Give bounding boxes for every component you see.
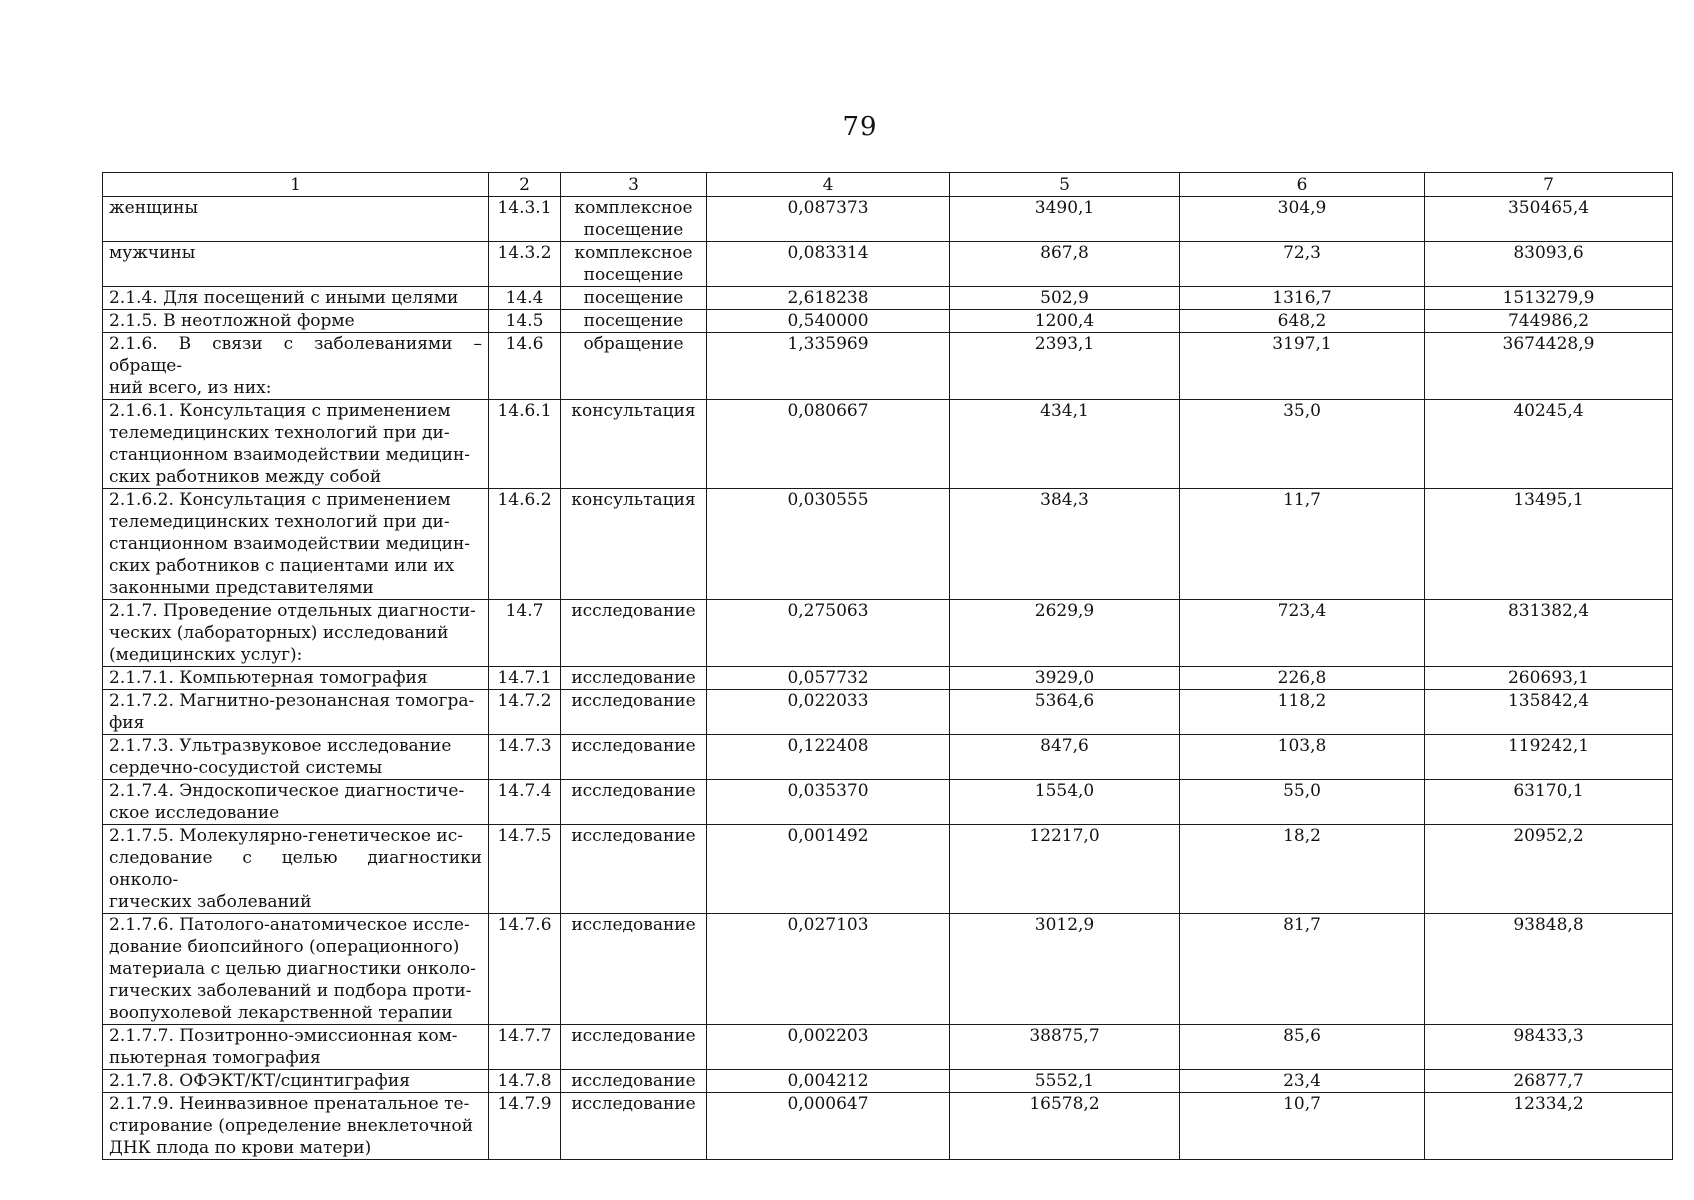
row-name-cell: 2.1.7.3. Ультразвуковое исследование сердечно-сосудистой системы — [103, 735, 489, 780]
row-value-col4: 0,022033 — [707, 690, 950, 735]
row-value-col7: 119242,1 — [1425, 735, 1673, 780]
row-name-cell: 2.1.7.2. Магнитно-резонансная томогра- фия — [103, 690, 489, 735]
row-value-col5: 38875,7 — [950, 1025, 1180, 1070]
row-code-cell: 14.5 — [489, 310, 561, 333]
row-unit-cell: исследование — [561, 667, 707, 690]
column-header-6: 6 — [1180, 173, 1425, 197]
row-value-col4: 0,122408 — [707, 735, 950, 780]
row-value-col6: 18,2 — [1180, 825, 1425, 914]
table-row — [103, 1070, 1673, 1093]
table-row — [103, 242, 1673, 287]
row-value-col6: 103,8 — [1180, 735, 1425, 780]
row-value-col6: 10,7 — [1180, 1093, 1425, 1160]
row-code-cell: 14.7.9 — [489, 1093, 561, 1160]
row-value-col4: 1,335969 — [707, 333, 950, 400]
row-value-col6: 11,7 — [1180, 489, 1425, 600]
row-value-col5: 5364,6 — [950, 690, 1180, 735]
column-header-2: 2 — [489, 173, 561, 197]
row-value-col5: 5552,1 — [950, 1070, 1180, 1093]
row-code-cell: 14.7.4 — [489, 780, 561, 825]
row-value-col6: 85,6 — [1180, 1025, 1425, 1070]
row-value-col7: 63170,1 — [1425, 780, 1673, 825]
table-row — [103, 1025, 1673, 1070]
row-value-col6: 55,0 — [1180, 780, 1425, 825]
row-name-cell: 2.1.7.7. Позитронно-эмиссионная ком- пьютерная томография — [103, 1025, 489, 1070]
column-header-1: 1 — [103, 173, 489, 197]
row-code-cell: 14.7.5 — [489, 825, 561, 914]
row-value-col6: 648,2 — [1180, 310, 1425, 333]
row-name-cell: мужчины — [103, 242, 489, 287]
row-unit-cell: исследование — [561, 825, 707, 914]
row-unit-cell: посещение — [561, 310, 707, 333]
header-row — [103, 173, 1673, 197]
table-row — [103, 333, 1673, 400]
row-unit-cell: исследование — [561, 735, 707, 780]
row-name-cell: 2.1.6.2. Консультация с применением телемедицинских технологий при ди- станционном взаимодействии медицин- ских работников с пациентами или их законными представителями — [103, 489, 489, 600]
row-value-col4: 0,004212 — [707, 1070, 950, 1093]
table-row — [103, 600, 1673, 667]
row-name-cell: 2.1.7.5. Молекулярно-генетическое ис- следование с целью диагностики онколо- гических заболеваний — [103, 825, 489, 914]
row-value-col5: 3012,9 — [950, 914, 1180, 1025]
table-row — [103, 489, 1673, 600]
row-unit-cell: исследование — [561, 1025, 707, 1070]
row-name-cell: 2.1.7. Проведение отдельных диагности- ческих (лабораторных) исследований (медицинских услуг): — [103, 600, 489, 667]
table-row — [103, 780, 1673, 825]
row-unit-cell: посещение — [561, 287, 707, 310]
row-name-cell: 2.1.7.1. Компьютерная томография — [103, 667, 489, 690]
row-unit-cell: исследование — [561, 914, 707, 1025]
table-row — [103, 825, 1673, 914]
row-value-col4: 0,057732 — [707, 667, 950, 690]
row-unit-cell: исследование — [561, 1093, 707, 1160]
row-value-col5: 502,9 — [950, 287, 1180, 310]
row-value-col7: 260693,1 — [1425, 667, 1673, 690]
row-value-col4: 0,080667 — [707, 400, 950, 489]
table-row — [103, 310, 1673, 333]
row-name-cell: 2.1.7.9. Неинвазивное пренатальное те- стирование (определение внеклеточной ДНК плода по крови матери) — [103, 1093, 489, 1160]
table-body — [103, 197, 1673, 1160]
row-value-col4: 0,275063 — [707, 600, 950, 667]
row-code-cell: 14.6.2 — [489, 489, 561, 600]
row-value-col5: 1200,4 — [950, 310, 1180, 333]
row-code-cell: 14.7.1 — [489, 667, 561, 690]
row-value-col6: 226,8 — [1180, 667, 1425, 690]
row-name-cell: 2.1.7.8. ОФЭКТ/КТ/сцинтиграфия — [103, 1070, 489, 1093]
row-value-col7: 831382,4 — [1425, 600, 1673, 667]
table-row — [103, 287, 1673, 310]
row-name-cell: женщины — [103, 197, 489, 242]
row-name-cell: 2.1.5. В неотложной форме — [103, 310, 489, 333]
row-value-col6: 81,7 — [1180, 914, 1425, 1025]
row-value-col5: 847,6 — [950, 735, 1180, 780]
rates-table — [102, 172, 1673, 1160]
row-value-col7: 98433,3 — [1425, 1025, 1673, 1070]
row-unit-cell: консультация — [561, 400, 707, 489]
row-value-col5: 384,3 — [950, 489, 1180, 600]
table-row — [103, 197, 1673, 242]
row-value-col6: 304,9 — [1180, 197, 1425, 242]
row-name-cell: 2.1.6. В связи с заболеваниями – обраще- ний всего, из них: — [103, 333, 489, 400]
column-header-7: 7 — [1425, 173, 1673, 197]
row-value-col4: 0,087373 — [707, 197, 950, 242]
row-value-col4: 0,002203 — [707, 1025, 950, 1070]
row-code-cell: 14.3.2 — [489, 242, 561, 287]
row-unit-cell: комплексное посещение — [561, 242, 707, 287]
row-code-cell: 14.7.2 — [489, 690, 561, 735]
row-value-col4: 0,540000 — [707, 310, 950, 333]
row-code-cell: 14.7.7 — [489, 1025, 561, 1070]
row-name-cell: 2.1.6.1. Консультация с применением телемедицинских технологий при ди- станционном взаимодействии медицин- ских работников между собой — [103, 400, 489, 489]
row-name-cell: 2.1.4. Для посещений с иными целями — [103, 287, 489, 310]
table-row — [103, 400, 1673, 489]
row-value-col6: 1316,7 — [1180, 287, 1425, 310]
row-value-col7: 13495,1 — [1425, 489, 1673, 600]
row-value-col5: 16578,2 — [950, 1093, 1180, 1160]
table-row — [103, 914, 1673, 1025]
row-value-col7: 135842,4 — [1425, 690, 1673, 735]
row-value-col6: 118,2 — [1180, 690, 1425, 735]
row-value-col7: 83093,6 — [1425, 242, 1673, 287]
row-code-cell: 14.7 — [489, 600, 561, 667]
row-code-cell: 14.7.3 — [489, 735, 561, 780]
row-value-col7: 12334,2 — [1425, 1093, 1673, 1160]
row-value-col5: 3490,1 — [950, 197, 1180, 242]
table-row — [103, 690, 1673, 735]
row-value-col4: 2,618238 — [707, 287, 950, 310]
row-value-col5: 867,8 — [950, 242, 1180, 287]
row-value-col6: 35,0 — [1180, 400, 1425, 489]
table-header — [103, 173, 1673, 197]
row-code-cell: 14.7.6 — [489, 914, 561, 1025]
row-unit-cell: исследование — [561, 600, 707, 667]
row-value-col7: 93848,8 — [1425, 914, 1673, 1025]
column-header-4: 4 — [707, 173, 950, 197]
table-row — [103, 667, 1673, 690]
row-value-col7: 3674428,9 — [1425, 333, 1673, 400]
row-value-col4: 0,030555 — [707, 489, 950, 600]
row-value-col7: 40245,4 — [1425, 400, 1673, 489]
row-value-col4: 0,035370 — [707, 780, 950, 825]
row-code-cell: 14.4 — [489, 287, 561, 310]
row-unit-cell: исследование — [561, 1070, 707, 1093]
row-name-cell: 2.1.7.6. Патолого-анатомическое иссле- дование биопсийного (операционного) материала с целью диагностики онколо- гических заболеваний и подбора проти- воопухолевой лекарственной терапии — [103, 914, 489, 1025]
row-unit-cell: консультация — [561, 489, 707, 600]
table-row — [103, 735, 1673, 780]
row-name-cell: 2.1.7.4. Эндоскопическое диагностиче- ское исследование — [103, 780, 489, 825]
row-value-col7: 350465,4 — [1425, 197, 1673, 242]
row-unit-cell: исследование — [561, 690, 707, 735]
table-row — [103, 1093, 1673, 1160]
column-header-5: 5 — [950, 173, 1180, 197]
row-value-col5: 2393,1 — [950, 333, 1180, 400]
row-value-col5: 12217,0 — [950, 825, 1180, 914]
row-unit-cell: обращение — [561, 333, 707, 400]
row-value-col5: 2629,9 — [950, 600, 1180, 667]
row-value-col4: 0,001492 — [707, 825, 950, 914]
row-unit-cell: исследование — [561, 780, 707, 825]
row-value-col5: 3929,0 — [950, 667, 1180, 690]
page-number: 79 — [842, 112, 878, 142]
row-value-col4: 0,083314 — [707, 242, 950, 287]
row-value-col5: 1554,0 — [950, 780, 1180, 825]
row-value-col6: 23,4 — [1180, 1070, 1425, 1093]
row-code-cell: 14.7.8 — [489, 1070, 561, 1093]
row-value-col4: 0,000647 — [707, 1093, 950, 1160]
row-value-col5: 434,1 — [950, 400, 1180, 489]
row-code-cell: 14.6 — [489, 333, 561, 400]
row-value-col7: 26877,7 — [1425, 1070, 1673, 1093]
row-code-cell: 14.3.1 — [489, 197, 561, 242]
row-value-col7: 1513279,9 — [1425, 287, 1673, 310]
row-value-col6: 3197,1 — [1180, 333, 1425, 400]
row-value-col6: 723,4 — [1180, 600, 1425, 667]
row-unit-cell: комплексное посещение — [561, 197, 707, 242]
row-value-col4: 0,027103 — [707, 914, 950, 1025]
row-value-col6: 72,3 — [1180, 242, 1425, 287]
row-code-cell: 14.6.1 — [489, 400, 561, 489]
column-header-3: 3 — [561, 173, 707, 197]
row-value-col7: 744986,2 — [1425, 310, 1673, 333]
row-value-col7: 20952,2 — [1425, 825, 1673, 914]
